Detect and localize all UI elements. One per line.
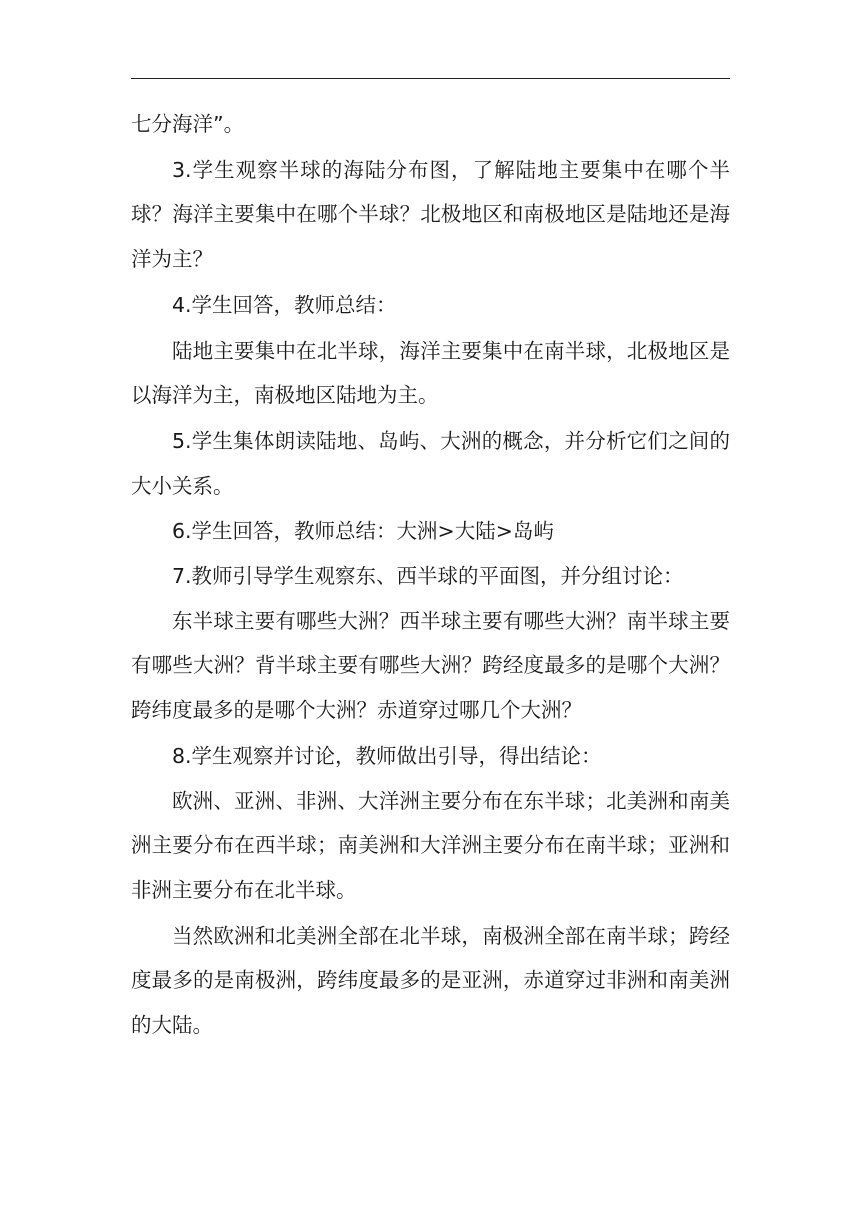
paragraph-5: 5.学生集体朗读陆地、岛屿、大洲的概念，并分析它们之间的大小关系。 xyxy=(131,428,730,498)
header-rule xyxy=(131,78,730,79)
paragraph-9: 8.学生观察并讨论，教师做出引导，得出结论： xyxy=(172,743,602,768)
paragraph-1: 七分海洋”。 xyxy=(131,112,245,136)
paragraph-2: 3.学生观察半球的海陆分布图，了解陆地主要集中在哪个半球？海洋主要集中在哪个半球？北极地区和南极地区是陆地还是海洋为主？ xyxy=(131,157,730,272)
paragraph-3: 4.学生回答，教师总结： xyxy=(172,292,397,317)
paragraph-6: 6.学生回答，教师总结：大洲>大陆>岛屿 xyxy=(172,519,554,544)
paragraph-11: 当然欧洲和北美洲全部在北半球，南极洲全部在南半球；跨经度最多的是南极洲，跨纬度最多的是亚洲，赤道穿过非洲和南美洲的大陆。 xyxy=(131,923,730,1038)
paragraph-10: 欧洲、亚洲、非洲、大洋洲主要分布在东半球；北美洲和南美洲主要分布在西半球；南美洲和大洋洲主要分布在南半球；亚洲和非洲主要分布在北半球。 xyxy=(131,788,730,902)
document-body xyxy=(131,102,730,1048)
paragraph-4: 陆地主要集中在北半球，海洋主要集中在南半球，北极地区是以海洋为主，南极地区陆地为主。 xyxy=(131,338,730,408)
paragraph-8: 东半球主要有哪些大洲？西半球主要有哪些大洲？南半球主要有哪些大洲？背半球主要有哪些大洲？跨经度最多的是哪个大洲？跨纬度最多的是哪个大洲？赤道穿过哪几个大洲？ xyxy=(131,608,730,723)
paragraph-7: 7.教师引导学生观察东、西半球的平面图，并分组讨论： xyxy=(172,564,684,589)
